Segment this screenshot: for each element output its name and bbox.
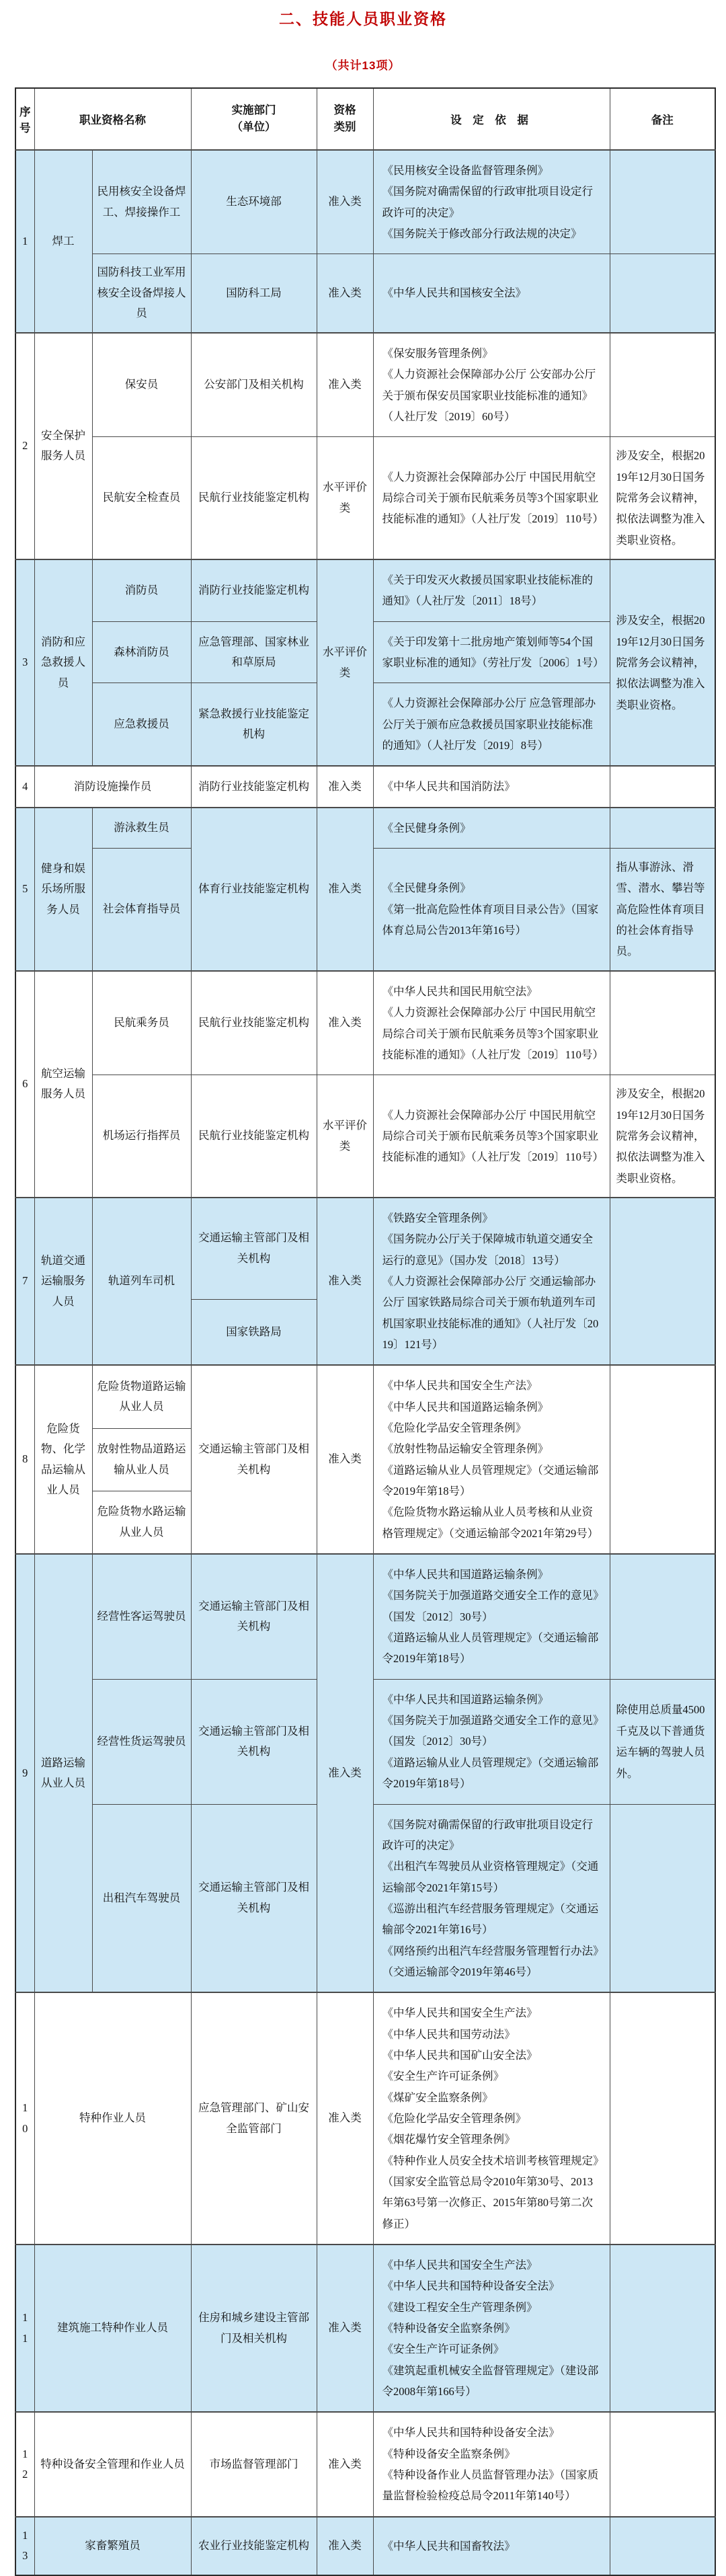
basis-line: 《危险化学品安全管理条例》 bbox=[382, 1421, 526, 1435]
cell-name: 特种设备安全管理和作业人员 bbox=[34, 2412, 191, 2516]
cell-basis bbox=[373, 971, 610, 1075]
cell-remark bbox=[610, 1554, 715, 1679]
cell-cat: 准入类 bbox=[317, 766, 373, 807]
basis-line: 《关于印发第十二批房地产策划师等54个国家职业标准的通知》（劳社厅发〔2006〕1号） bbox=[382, 635, 604, 670]
cell-cat: 准入类 bbox=[317, 254, 373, 333]
cell-remark: 涉及安全，根据2019年12月30日国务院常务会议精神，拟依法调整为准入类职业资格。 bbox=[610, 559, 715, 766]
cell-name: 出租汽车驾驶员 bbox=[92, 1804, 191, 1992]
basis-line: 《中华人民共和国畜牧法》 bbox=[382, 2539, 516, 2552]
cell-dept: 国防科工局 bbox=[191, 254, 317, 333]
basis-line: 《建设工程安全生产管理条例》 bbox=[382, 2300, 538, 2314]
column-header-basis: 设 定 依 据 bbox=[373, 88, 610, 150]
cell-cat: 准入类 bbox=[317, 971, 373, 1075]
cell-cat: 准入类 bbox=[317, 2245, 373, 2412]
cell-remark bbox=[610, 1198, 715, 1365]
table-row-group-1-sub1 bbox=[15, 150, 715, 254]
cell-no: 10 bbox=[15, 1992, 34, 2245]
basis-line: 《国务院关于加强道路交通安全工作的意见》（国发〔2012〕30号） bbox=[382, 1589, 599, 1623]
cell-name: 森林消防员 bbox=[92, 621, 191, 683]
table-row-group-5-sub1 bbox=[15, 808, 715, 849]
cell-name: 民航安全检查员 bbox=[92, 437, 191, 559]
cell-cat: 准入类 bbox=[317, 150, 373, 254]
basis-line: 《中华人民共和国安全生产法》 bbox=[382, 2006, 538, 2020]
cell-dept: 交通运输主管部门及相关机构 bbox=[191, 1198, 317, 1299]
cell-group: 健身和娱乐场所服务人员 bbox=[34, 808, 92, 971]
basis-line: 《中华人民共和国劳动法》 bbox=[382, 2027, 516, 2041]
basis-line: 《中华人民共和国安全生产法》 bbox=[382, 1379, 538, 1393]
cell-dept: 国家铁路局 bbox=[191, 1299, 317, 1365]
cell-dept: 公安部门及相关机构 bbox=[191, 333, 317, 437]
cell-cat: 水平评价类 bbox=[317, 437, 373, 559]
cell-name: 民航乘务员 bbox=[92, 971, 191, 1075]
cell-name: 建筑施工特种作业人员 bbox=[34, 2245, 191, 2412]
basis-line: 《人力资源社会保障部办公厅 交通运输部办公厅 国家铁路局综合司关于颁布轨道列车司机国家职业技能标准的通知》（人社厅发〔2019〕121号） bbox=[382, 1274, 599, 1351]
table-row-group-2-sub1 bbox=[15, 333, 715, 437]
cell-basis bbox=[373, 333, 610, 437]
cell-remark bbox=[610, 1992, 715, 2245]
cell-dept: 交通运输主管部门及相关机构 bbox=[191, 1804, 317, 1992]
basis-line: 《人力资源社会保障部办公厅 应急管理部办公厅关于颁布应急救援员国家职业技能标准的通知》（人社厅发〔2019〕8号） bbox=[382, 697, 596, 752]
cell-basis bbox=[373, 1992, 610, 2245]
basis-line: 《国务院关于修改部分行政法规的决定》 bbox=[382, 227, 582, 241]
cell-dept: 民航行业技能鉴定机构 bbox=[191, 971, 317, 1075]
table-row-group-10 bbox=[15, 1992, 715, 2245]
cell-dept: 住房和城乡建设主管部门及相关机构 bbox=[191, 2245, 317, 2412]
table-row-group-6-sub2 bbox=[15, 1075, 715, 1198]
cell-remark bbox=[610, 1804, 715, 1992]
column-header-category-line1: 资格 bbox=[333, 104, 356, 117]
cell-basis bbox=[373, 1198, 610, 1365]
cell-no: 12 bbox=[15, 2412, 34, 2516]
basis-line: 《巡游出租汽车经营服务管理规定》（交通运输部令2021年第16号） bbox=[382, 1902, 599, 1937]
cell-no: 9 bbox=[15, 1554, 34, 1992]
basis-line: 《中华人民共和国特种设备安全法》 bbox=[382, 2426, 560, 2440]
basis-line: 《国务院办公厅关于保障城市轨道交通安全运行的意见》（国办发〔2018〕13号） bbox=[382, 1233, 593, 1267]
cell-dept: 生态环境部 bbox=[191, 150, 317, 254]
table-row-group-8-sub1 bbox=[15, 1365, 715, 1428]
cell-remark: 涉及安全，根据2019年12月30日国务院常务会议精神，拟依法调整为准入类职业资格。 bbox=[610, 437, 715, 559]
basis-line: 《煤矿安全监察条例》 bbox=[382, 2091, 493, 2104]
cell-basis bbox=[373, 621, 610, 683]
cell-group: 危险货物、化学品运输从业人员 bbox=[34, 1365, 92, 1554]
column-header-dept-line2: （单位） bbox=[231, 121, 276, 133]
cell-no: 4 bbox=[15, 766, 34, 807]
basis-line: 《特种作业人员安全技术培训考核管理规定》（国家安全监管总局令2010年第30号、2013年第63号第一次修正、2015年第80号第二次修正） bbox=[382, 2154, 599, 2230]
basis-line: 《网络预约出租汽车经营服务管理暂行办法》（交通运输部令2019年第46号） bbox=[382, 1944, 599, 1978]
column-header-no: 序号 bbox=[15, 88, 34, 150]
column-header-remark: 备注 bbox=[610, 88, 715, 150]
basis-line: 《安全生产许可证条例》 bbox=[382, 2070, 504, 2083]
basis-line: 《国务院对确需保留的行政审批项目设定行政许可的决定》 bbox=[382, 185, 593, 219]
cell-cat: 准入类 bbox=[317, 2412, 373, 2516]
cell-dept: 民航行业技能鉴定机构 bbox=[191, 1075, 317, 1198]
basis-line: 《特种设备安全监察条例》 bbox=[382, 2447, 516, 2460]
column-header-dept-line1: 实施部门 bbox=[231, 104, 276, 117]
cell-cat: 准入类 bbox=[317, 1198, 373, 1365]
cell-group: 安全保护服务人员 bbox=[34, 333, 92, 559]
basis-line: 《中华人民共和国特种设备安全法》 bbox=[382, 2279, 560, 2293]
cell-dept: 市场监督管理部门 bbox=[191, 2412, 317, 2516]
cell-group: 消防和应急救援人员 bbox=[34, 559, 92, 766]
cell-remark bbox=[610, 971, 715, 1075]
basis-line: 《人力资源社会保障部办公厅 中国民用航空局综合司关于颁布民航乘务员等3个国家职业技能标准的通知》（人社厅发〔2019〕110号） bbox=[382, 1006, 604, 1061]
basis-line: 《道路运输从业人员管理规定》（交通运输部令2019年第18号） bbox=[382, 1756, 599, 1791]
cell-basis bbox=[373, 559, 610, 621]
cell-remark bbox=[610, 808, 715, 849]
basis-line: 《危险化学品安全管理条例》 bbox=[382, 2111, 526, 2125]
cell-basis bbox=[373, 766, 610, 807]
cell-cat: 水平评价类 bbox=[317, 1075, 373, 1198]
cell-dept: 交通运输主管部门及相关机构 bbox=[191, 1365, 317, 1554]
page-subtitle: （共计13项） bbox=[325, 59, 401, 72]
basis-line: 《道路运输从业人员管理规定》（交通运输部令2019年第18号） bbox=[382, 1631, 599, 1666]
cell-dept: 民航行业技能鉴定机构 bbox=[191, 437, 317, 559]
cell-basis bbox=[373, 849, 610, 971]
cell-dept: 农业行业技能鉴定机构 bbox=[191, 2517, 317, 2575]
cell-cat: 准入类 bbox=[317, 1992, 373, 2245]
cell-dept: 应急管理部门、矿山安全监管部门 bbox=[191, 1992, 317, 2245]
table-row-group-1-sub2 bbox=[15, 254, 715, 333]
basis-line: 《烟花爆竹安全管理条例》 bbox=[382, 2133, 516, 2146]
cell-remark: 除使用总质量4500千克及以下普通货运车辆的驾驶人员外。 bbox=[610, 1679, 715, 1804]
basis-line: 《中华人民共和国安全生产法》 bbox=[382, 2259, 538, 2272]
table-body bbox=[15, 150, 715, 2575]
cell-no: 6 bbox=[15, 971, 34, 1198]
cell-cat: 准入类 bbox=[317, 808, 373, 971]
column-header-category bbox=[317, 88, 373, 150]
cell-dept: 消防行业技能鉴定机构 bbox=[191, 766, 317, 807]
table-row-group-6-sub1 bbox=[15, 971, 715, 1075]
basis-line: 《道路运输从业人员管理规定》（交通运输部令2019年第18号） bbox=[382, 1463, 599, 1498]
table-row-group-13 bbox=[15, 2517, 715, 2575]
cell-basis bbox=[373, 808, 610, 849]
cell-cat: 准入类 bbox=[317, 333, 373, 437]
cell-basis bbox=[373, 254, 610, 333]
basis-line: 《中华人民共和国矿山安全法》 bbox=[382, 2048, 538, 2062]
basis-line: 《铁路安全管理条例》 bbox=[382, 1211, 493, 1224]
cell-basis bbox=[373, 1365, 610, 1554]
cell-name: 经营性货运驾驶员 bbox=[92, 1679, 191, 1804]
table-row-group-12 bbox=[15, 2412, 715, 2516]
cell-remark bbox=[610, 150, 715, 254]
cell-dept: 紧急救援行业技能鉴定机构 bbox=[191, 683, 317, 767]
cell-dept: 消防行业技能鉴定机构 bbox=[191, 559, 317, 621]
cell-remark bbox=[610, 1365, 715, 1554]
cell-group: 道路运输从业人员 bbox=[34, 1554, 92, 1992]
cell-name: 民用核安全设备焊工、焊接操作工 bbox=[92, 150, 191, 254]
cell-name: 保安员 bbox=[92, 333, 191, 437]
cell-basis bbox=[373, 1679, 610, 1804]
basis-line: 《人力资源社会保障部办公厅 公安部办公厅关于颁布保安员国家职业技能标准的通知》（人社厅发〔2019〕60号） bbox=[382, 368, 596, 423]
cell-name: 国防科技工业军用核安全设备焊接人员 bbox=[92, 254, 191, 333]
basis-line: 《危险货物水路运输从业人员考核和从业资格管理规定》（交通运输部令2021年第29号） bbox=[382, 1506, 599, 1540]
table-row-group-3-sub1 bbox=[15, 559, 715, 621]
cell-basis bbox=[373, 150, 610, 254]
cell-dept: 应急管理部、国家林业和草原局 bbox=[191, 621, 317, 683]
table-row-group-11 bbox=[15, 2245, 715, 2412]
cell-group: 航空运输服务人员 bbox=[34, 971, 92, 1198]
cell-no: 7 bbox=[15, 1198, 34, 1365]
table-row-group-7-sub1 bbox=[15, 1198, 715, 1299]
basis-line: 《第一批高危险性体育项目目录公告》（国家体育总局公告2013年第16号） bbox=[382, 902, 599, 937]
basis-line: 《中华人民共和国民用航空法》 bbox=[382, 984, 538, 998]
basis-line: 《中华人民共和国道路运输条例》 bbox=[382, 1400, 549, 1413]
cell-name: 社会体育指导员 bbox=[92, 849, 191, 971]
cell-basis bbox=[373, 2517, 610, 2575]
basis-line: 《全民健身条例》 bbox=[382, 821, 471, 834]
cell-name: 应急救援员 bbox=[92, 683, 191, 767]
page-title: 二、技能人员职业资格 bbox=[279, 10, 447, 28]
basis-line: 《关于印发灭火救援员国家职业技能标准的通知》（人社厅发〔2011〕18号） bbox=[382, 574, 593, 608]
cell-name: 消防员 bbox=[92, 559, 191, 621]
cell-name: 机场运行指挥员 bbox=[92, 1075, 191, 1198]
cell-name: 经营性客运驾驶员 bbox=[92, 1554, 191, 1679]
basis-line: 《人力资源社会保障部办公厅 中国民用航空局综合司关于颁布民航乘务员等3个国家职业技能标准的通知》（人社厅发〔2019〕110号） bbox=[382, 470, 604, 526]
table-row-group-4 bbox=[15, 766, 715, 807]
cell-name: 轨道列车司机 bbox=[92, 1198, 191, 1365]
cell-dept: 交通运输主管部门及相关机构 bbox=[191, 1679, 317, 1804]
basis-line: 《中华人民共和国道路运输条例》 bbox=[382, 1568, 549, 1582]
cell-remark bbox=[610, 766, 715, 807]
basis-line: 《民用核安全设备监督管理条例》 bbox=[382, 164, 549, 177]
cell-cat: 水平评价类 bbox=[317, 559, 373, 766]
cell-cat: 准入类 bbox=[317, 1365, 373, 1554]
table-row-group-9-sub1 bbox=[15, 1554, 715, 1679]
cell-remark bbox=[610, 2412, 715, 2516]
cell-no: 1 bbox=[15, 150, 34, 333]
column-header-dept bbox=[191, 88, 317, 150]
basis-line: 《全民健身条例》 bbox=[382, 882, 471, 895]
cell-remark bbox=[610, 2517, 715, 2575]
cell-name: 消防设施操作员 bbox=[34, 766, 191, 807]
column-header-category-line2: 类别 bbox=[333, 121, 356, 133]
cell-name: 放射性物品道路运输从业人员 bbox=[92, 1428, 191, 1491]
cell-group: 焊工 bbox=[34, 150, 92, 333]
cell-basis bbox=[373, 1554, 610, 1679]
cell-dept: 体育行业技能鉴定机构 bbox=[191, 808, 317, 971]
cell-basis bbox=[373, 2412, 610, 2516]
cell-no: 5 bbox=[15, 808, 34, 971]
cell-remark bbox=[610, 333, 715, 437]
cell-basis bbox=[373, 1804, 610, 1992]
cell-name: 危险货物道路运输从业人员 bbox=[92, 1365, 191, 1428]
cell-no: 3 bbox=[15, 559, 34, 766]
table-row-group-2-sub2 bbox=[15, 437, 715, 559]
basis-line: 《特种设备作业人员监督管理办法》（国家质量监督检验检疫总局令2011年第140号） bbox=[382, 2468, 599, 2503]
cell-remark bbox=[610, 2245, 715, 2412]
cell-remark: 指从事游泳、滑雪、潜水、攀岩等高危险性体育项目的社会体育指导员。 bbox=[610, 849, 715, 971]
basis-line: 《人力资源社会保障部办公厅 中国民用航空局综合司关于颁布民航乘务员等3个国家职业技能标准的通知》（人社厅发〔2019〕110号） bbox=[382, 1108, 604, 1164]
cell-name: 家畜繁殖员 bbox=[34, 2517, 191, 2575]
basis-line: 《安全生产许可证条例》 bbox=[382, 2343, 504, 2356]
basis-line: 《出租汽车驾驶员从业资格管理规定》（交通运输部令2021年第15号） bbox=[382, 1860, 599, 1894]
cell-name: 特种作业人员 bbox=[34, 1992, 191, 2245]
basis-line: 《放射性物品运输安全管理条例》 bbox=[382, 1442, 549, 1456]
basis-line: 《中华人民共和国核安全法》 bbox=[382, 286, 526, 300]
basis-line: 《中华人民共和国道路运输条例》 bbox=[382, 1692, 549, 1706]
cell-basis bbox=[373, 1075, 610, 1198]
column-header-name: 职业资格名称 bbox=[34, 88, 191, 150]
basis-line: 《保安服务管理条例》 bbox=[382, 346, 493, 360]
cell-no: 13 bbox=[15, 2517, 34, 2575]
cell-cat: 准入类 bbox=[317, 1554, 373, 1992]
cell-no: 2 bbox=[15, 333, 34, 559]
cell-basis bbox=[373, 2245, 610, 2412]
cell-dept: 交通运输主管部门及相关机构 bbox=[191, 1554, 317, 1679]
cell-no: 8 bbox=[15, 1365, 34, 1554]
cell-basis bbox=[373, 437, 610, 559]
cell-name: 游泳救生员 bbox=[92, 808, 191, 849]
cell-group: 轨道交通运输服务人员 bbox=[34, 1198, 92, 1365]
cell-name: 危险货物水路运输从业人员 bbox=[92, 1491, 191, 1554]
basis-line: 《国务院对确需保留的行政审批项目设定行政许可的决定》 bbox=[382, 1818, 593, 1852]
cell-basis bbox=[373, 683, 610, 767]
basis-line: 《国务院关于加强道路交通安全工作的意见》（国发〔2012〕30号） bbox=[382, 1714, 599, 1748]
basis-line: 《建筑起重机械安全监督管理规定》（建设部令2008年第166号） bbox=[382, 2364, 599, 2398]
basis-line: 《特种设备安全监察条例》 bbox=[382, 2322, 516, 2335]
cell-no: 11 bbox=[15, 2245, 34, 2412]
basis-line: 《中华人民共和国消防法》 bbox=[382, 780, 516, 793]
cell-remark: 涉及安全，根据2019年12月30日国务院常务会议精神，拟依法调整为准入类职业资格。 bbox=[610, 1075, 715, 1198]
qualification-table bbox=[15, 87, 716, 2576]
cell-remark bbox=[610, 254, 715, 333]
cell-cat: 准入类 bbox=[317, 2517, 373, 2575]
table-header bbox=[15, 88, 715, 150]
